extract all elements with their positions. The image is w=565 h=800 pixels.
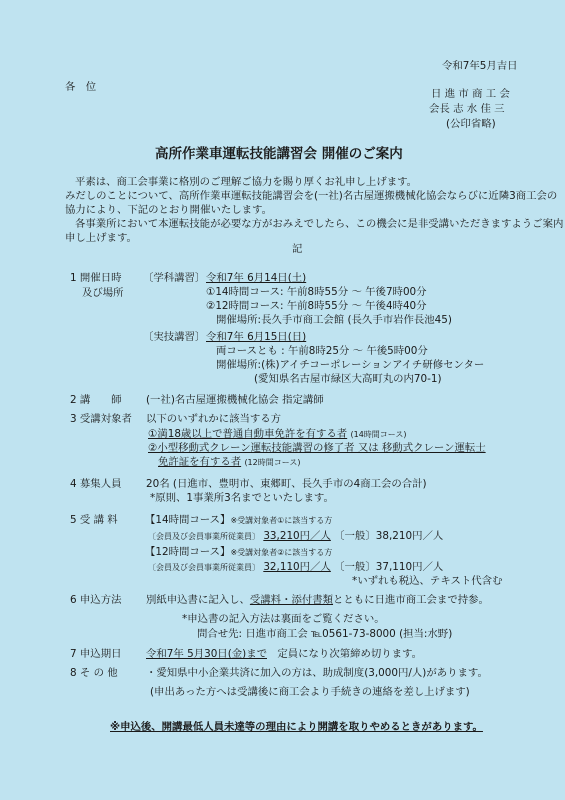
fee-14-general: 38,210円／人 <box>375 530 444 542</box>
jitsugi-time: 両コースとも : 午前8時25分 ～ 午後5時00分 <box>216 345 428 357</box>
intro-line: みだしのことについて、高所作業車運転技能講習会を(一社)名古屋運搬機械化協会ならびに近隣3商工会の <box>65 190 558 202</box>
fee-14-note: ※受講対象者①に該当する方 <box>230 516 333 525</box>
deadline-line <box>146 648 422 661</box>
capacity: 20名 (日進市、豊明市、東郷町、長久手市の4商工会の合計) <box>146 478 427 490</box>
section1-label: 1 開催日時 <box>70 272 122 284</box>
member-tag: 〔会員及び会員事業所従業員〕 <box>148 532 260 541</box>
fee-14-member: 33,210円／人 <box>263 530 331 542</box>
application-note: *申込書の記入方法は裏面をご覧ください。 <box>182 613 385 625</box>
fee-14-head <box>145 514 332 527</box>
contact: 問合せ先: 日進市商工会 ℡0561-73-8000 (担当:水野) <box>197 628 453 640</box>
fee-12-note: ※受講対象者②に該当する方 <box>230 548 333 557</box>
section6-label: 6 申込方法 <box>70 594 122 606</box>
section8-label: 8 そ の 他 <box>70 667 118 679</box>
application-method <box>146 594 489 607</box>
section5-label: 5 受 講 料 <box>70 514 118 526</box>
eligibility-lead: 以下のいずれかに該当する方 <box>146 413 282 425</box>
other-info: ・愛知県中小企業共済に加入の方は、助成制度(3,000円/人)があります。 <box>146 667 488 679</box>
deadline-date: 令和7年 5月30日(金)まで <box>146 648 267 660</box>
eligibility-2-note: (12時間コース) <box>244 458 301 467</box>
section2-label: 2 講 師 <box>70 394 122 406</box>
section4-label: 4 募集人員 <box>70 478 122 490</box>
intro-line: 平素は、商工会事業に格別のご理解ご協力を賜り厚くお礼申し上げます。 <box>75 176 418 188</box>
eligibility-2b <box>158 456 300 469</box>
seal-omitted: (公印省略) <box>446 118 496 130</box>
intro-line: 申し上げます。 <box>65 232 137 244</box>
fee-12-title: 【12時間コース】 <box>145 546 231 558</box>
member-tag: 〔会員及び会員事業所従業員〕 <box>148 563 260 572</box>
fee-12-member: 32,110円／人 <box>263 561 331 573</box>
gakka-course12: ②12時間コース: 午前8時55分 ～ 午後4時40分 <box>206 300 427 312</box>
other-note: (申出あった方へは受講後に商工会より手続きの連絡を差し上げます) <box>150 686 470 698</box>
general-tag: 〔一般〕 <box>334 530 376 542</box>
intro-line: 協力により、下記のとおり開催いたします。 <box>65 204 272 216</box>
gakka-tag: 〔学科講習〕 <box>143 272 206 284</box>
section7-label: 7 申込期日 <box>70 648 122 660</box>
application-text-u: 受講料・添付書類 <box>249 594 334 606</box>
application-text-a: 別紙申込書に記入し、 <box>146 594 250 606</box>
issue-date: 令和7年5月吉日 <box>442 60 518 72</box>
sender-president: 会長 志 水 佳 三 <box>429 103 505 115</box>
jitsugi-place: 開催場所:(株)アイチコーポレーションアイチ研修センター <box>216 359 485 371</box>
section1-label2: 及び場所 <box>82 287 124 299</box>
fee-14-title: 【14時間コース】 <box>145 514 231 526</box>
gakka-place: 開催場所:長久手市商工会館 (長久手市岩作長池45) <box>216 314 452 326</box>
intro-line: 各事業所において本運転技能が必要な方がおみえでしたら、この機会に是非受講いただきますようご案内 <box>75 218 564 230</box>
jitsugi-date: 令和7年 6月15日(日) <box>206 331 307 343</box>
gakka-date: 令和7年 6月14日(土) <box>206 272 307 284</box>
eligibility-2b-text: 免許証を有する者 <box>158 456 242 468</box>
addressee: 各 位 <box>65 81 97 93</box>
jitsugi-address: (愛知県名古屋市緑区大高町丸の内70-1) <box>254 373 442 385</box>
application-text-b: とともに日進市商工会まで持参。 <box>333 594 489 606</box>
eligibility-1 <box>148 428 407 441</box>
gakka-course14: ①14時間コース: 午前8時55分 ～ 午後7時00分 <box>206 286 427 298</box>
jitsugi-tag: 〔実技講習〕 <box>143 331 206 343</box>
deadline-text: 定員になり次第締め切ります。 <box>277 648 423 660</box>
fee-12-row <box>148 561 443 574</box>
fee-14-row <box>148 530 443 543</box>
fee-12-general: 37,110円／人 <box>375 561 444 573</box>
sender-org: 日 進 市 商 工 会 <box>431 88 510 100</box>
ki-heading: 記 <box>292 243 303 255</box>
fee-tax-note: *いずれも税込、テキスト代含む <box>352 575 503 587</box>
section3-label: 3 受講対象者 <box>70 413 132 425</box>
eligibility-2: ②小型移動式クレーン運転技能講習の修了者 又は 移動式クレーン運転士 <box>148 442 486 454</box>
general-tag: 〔一般〕 <box>334 561 376 573</box>
eligibility-1-text: ①満18歳以上で普通自動車免許を有する者 <box>148 428 348 440</box>
capacity-note: *原則、1事業所3名までといたします。 <box>150 492 334 504</box>
eligibility-1-note: (14時間コース) <box>350 430 407 439</box>
page-title: 高所作業車運転技能講習会 開催のご案内 <box>155 146 403 162</box>
fee-12-head <box>145 546 332 559</box>
footer-warning: ※申込後、開講最低人員未達等の理由により開講を取りやめるときがあります。 <box>110 721 483 733</box>
instructor: (一社)名古屋運搬機械化協会 指定講師 <box>146 394 324 406</box>
